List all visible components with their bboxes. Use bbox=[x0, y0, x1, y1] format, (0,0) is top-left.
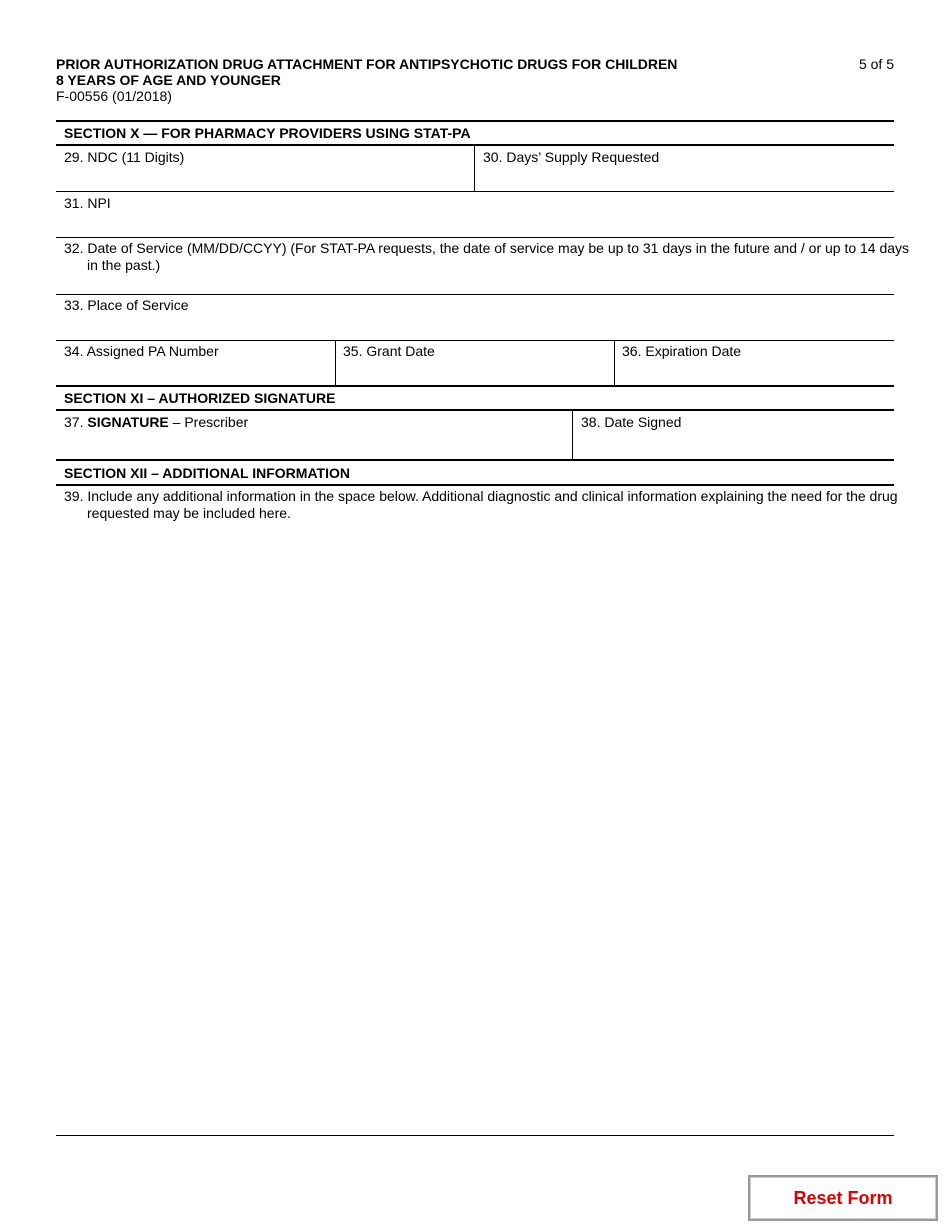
additional-info-bottom-rule bbox=[56, 1135, 894, 1136]
form-number: F-00556 (01/2018) bbox=[56, 88, 172, 104]
grant-date-field[interactable]: 35. Grant Date bbox=[343, 343, 435, 359]
signature-divider bbox=[572, 411, 573, 460]
additional-info-textarea[interactable] bbox=[56, 528, 894, 1134]
section-xii-top-rule bbox=[56, 459, 894, 461]
ndc-field[interactable]: 29. NDC (11 Digits) bbox=[64, 149, 185, 165]
npi-field[interactable]: 31. NPI bbox=[64, 195, 111, 211]
signature-field[interactable] bbox=[64, 414, 248, 431]
ndc-divider bbox=[474, 146, 475, 191]
pa-divider bbox=[335, 341, 336, 385]
section-xi-title-rule bbox=[56, 409, 894, 411]
signature-label: SIGNATURE bbox=[87, 414, 169, 430]
section-xii-title-rule bbox=[56, 484, 894, 486]
date-signed-field[interactable]: 38. Date Signed bbox=[581, 414, 682, 430]
section-x-title: SECTION X — FOR PHARMACY PROVIDERS USING STAT-PA bbox=[64, 125, 471, 141]
section-x-top-rule bbox=[56, 120, 894, 122]
grant-divider bbox=[614, 341, 615, 385]
row-rule bbox=[56, 191, 894, 192]
reset-form-button[interactable]: Reset Form bbox=[748, 1175, 938, 1221]
form-title-line2: 8 YEARS OF AGE AND YOUNGER bbox=[56, 72, 281, 88]
row-rule bbox=[56, 340, 894, 341]
section-xi-top-rule bbox=[56, 385, 894, 387]
row-rule bbox=[56, 237, 894, 238]
days-supply-field[interactable]: 30. Days’ Supply Requested bbox=[483, 149, 660, 165]
section-xi-title: SECTION XI – AUTHORIZED SIGNATURE bbox=[64, 390, 336, 406]
row-rule bbox=[56, 294, 894, 295]
expiration-date-field[interactable]: 36. Expiration Date bbox=[622, 343, 742, 359]
page-indicator: 5 of 5 bbox=[858, 56, 894, 72]
signature-number: 37. bbox=[64, 414, 84, 430]
date-of-service-field[interactable]: 32. Date of Service (MM/DD/CCYY) (For STAT-PA requests, the date of service may be up to 31 days in the future and / or up to 14 days in the past.) bbox=[64, 240, 910, 273]
assigned-pa-number-field[interactable]: 34. Assigned PA Number bbox=[64, 343, 219, 359]
form-title bbox=[56, 56, 677, 88]
section-xii-title: SECTION XII – ADDITIONAL INFORMATION bbox=[64, 465, 350, 481]
form-title-line1: PRIOR AUTHORIZATION DRUG ATTACHMENT FOR ANTIPSYCHOTIC DRUGS FOR CHILDREN bbox=[56, 56, 678, 72]
signature-sublabel: – Prescriber bbox=[172, 414, 249, 430]
section-x-title-rule bbox=[56, 144, 894, 146]
additional-info-label: 39. Include any additional information in the space below. Additional diagnostic and clinical information explaining the need for the drug requested may be included here. bbox=[64, 488, 898, 521]
place-of-service-field[interactable]: 33. Place of Service bbox=[64, 297, 189, 313]
